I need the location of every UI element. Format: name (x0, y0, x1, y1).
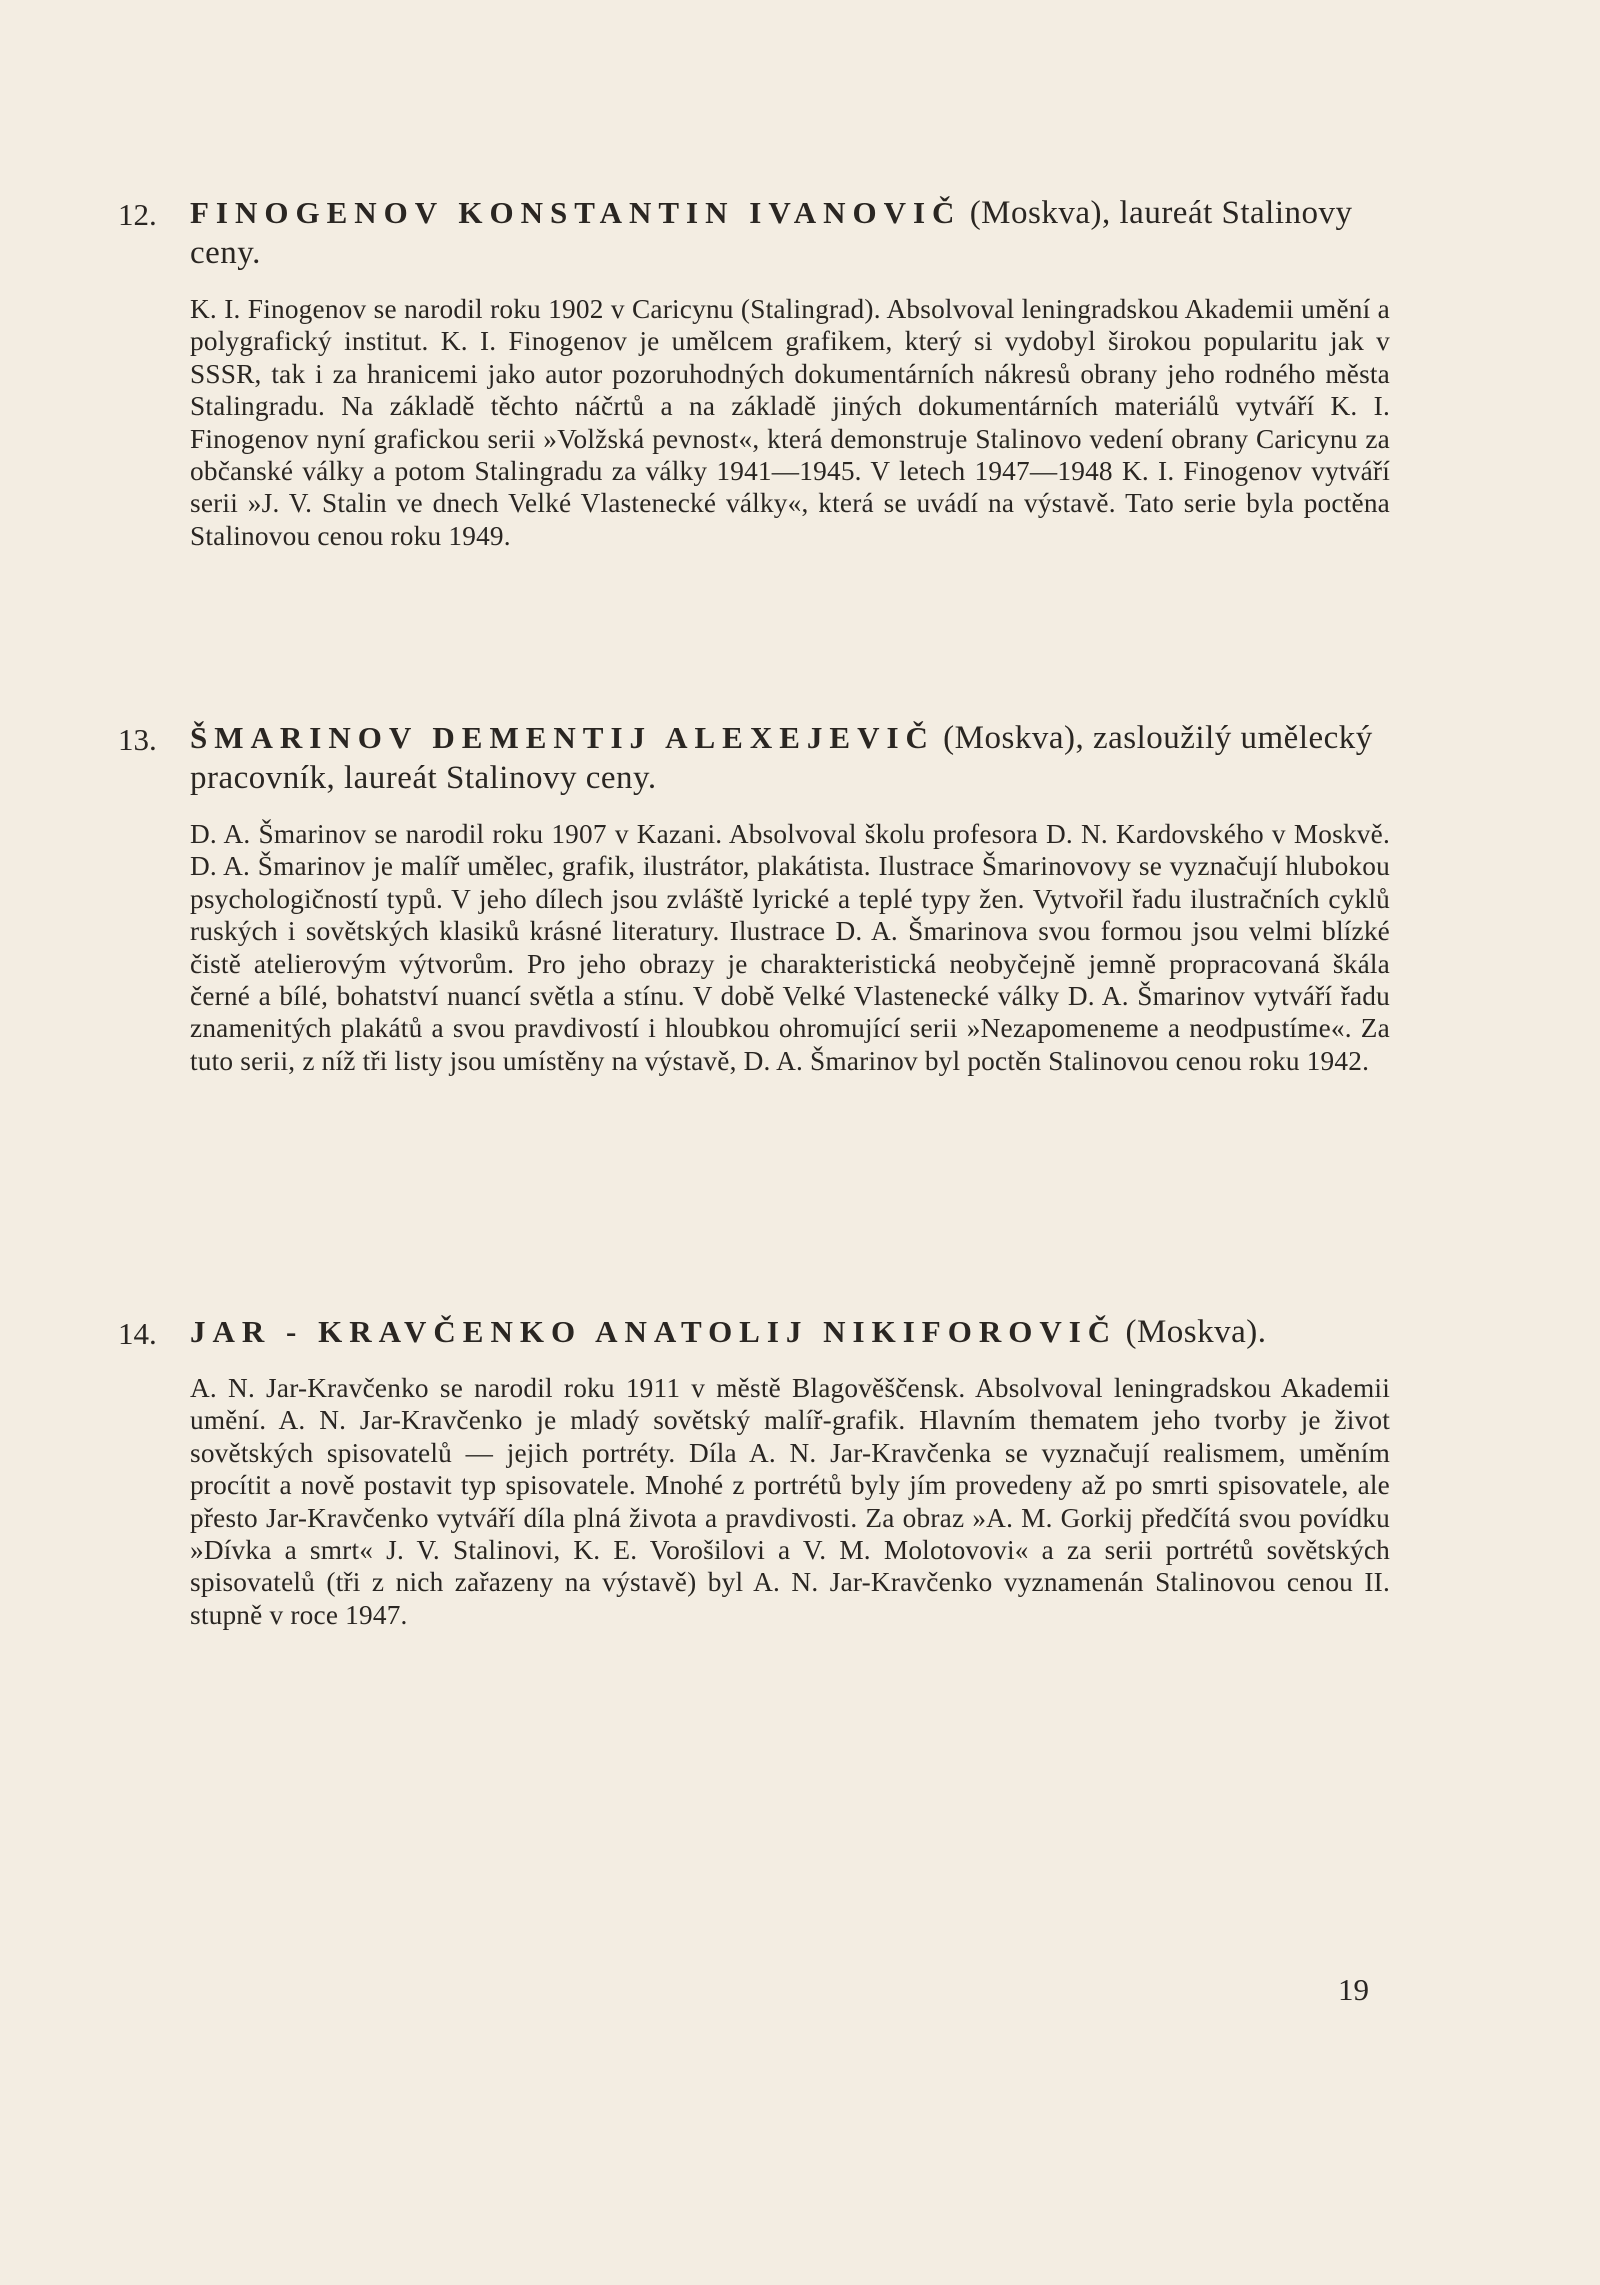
entry-text: K. I. Finogenov se narodil roku 1902 v Caricynu (Stalingrad). Absolvoval leningradskou Akademii umění a polygrafický institut. K. I. Finogenov je umělcem grafikem, který si vydobyl širokou popularitu jak v SSSR, tak i za hranicemi jako autor pozoruhodných dokumentárních nákresů obrany jeho rodného města Stalingradu. Na základě těchto náčrtů a na základě jiných dokumentárních materiálů vytváří K. I. Finogenov nyní grafickou serii »Volžská pevnost«, která demonstruje Stalinovo vedení obrany Caricynu za občanské války a potom Stalingradu za války 1941—1945. V letech 1947—1948 K. I. Finogenov vytváří serii »J. V. Stalin ve dnech Velké Vlastenecké války«, která se uvádí na výstavě. Tato serie byla poctěna Stalinovou cenou roku 1949. (190, 294, 1390, 551)
entry-text: D. A. Šmarinov se narodil roku 1907 v Kazani. Absolvoval školu profesora D. N. Kardovského v Moskvě. D. A. Šmarinov je malíř umělec, grafik, ilustrátor, plakátista. Ilustrace Šmarinovovy se vyznačují hlubokou psychologičností typů. V jeho dílech jsou zvláště lyrické a teplé typy žen. Vytvořil řadu ilustračních cyklů ruských i sovětských klasiků krásné literatury. Ilustrace D. A. Šmarinova svou formou jsou velmi blízké čistě atelierovým výtvorům. Pro jeho obrazy je charakteristická neobyčejně jemně propracovaná škála černé a bílé, bohatství nuancí světla a stínu. V době Velké Vlastenecké války D. A. Šmarinov vytváří řadu znamenitých plakátů a svou pravdivostí i hloubkou ohromující serii »Nezapomeneme a neodpustíme«. Za tuto serii, z níž tři listy jsou umístěny na výstavě, D. A. Šmarinov byl poctěn Stalinovou cenou roku 1942. (190, 819, 1390, 1076)
artist-subtitle: (Moskva), laureát Stalinovy ceny. (190, 195, 1353, 271)
entry-12 (118, 193, 1390, 552)
entry-heading (190, 193, 1390, 273)
page-number: 19 (1338, 1972, 1369, 2007)
entry-text: A. N. Jar-Kravčenko se narodil roku 1911 v městě Blagověščensk. Absolvoval leningradskou Akademii umění. A. N. Jar-Kravčenko je mladý sovětský malíř-grafik. Hlavním thematem jeho tvorby je život sovětských spisovatelů — jejich portréty. Díla A. N. Jar-Kravčenka se vyznačují realismem, uměním procítit a nově postavit typ spisovatele. Mnohé z portrétů byly jím provedeny až po smrti spisovatele, ale přesto Jar-Kravčenko vytváří díla plná života a pravdivosti. Za obraz »A. M. Gorkij předčítá svou povídku »Dívka a smrt« J. V. Stalinovi, K. E. Vorošilovi a V. M. Molotovovi« a za serii portrétů sovětských spisovatelů (tři z nich zařazeny na výstavě) byl A. N. Jar-Kravčenko vyznamenán Stalinovou cenou II. stupně v roce 1947. (190, 1373, 1390, 1630)
artist-name: ŠMARINOV DEMENTIJ ALEXEJEVIČ (190, 720, 935, 755)
artist-name: FINOGENOV KONSTANTIN IVANOVIČ (190, 195, 962, 230)
entry-heading (190, 718, 1390, 798)
entry-number: 13. (118, 722, 157, 757)
artist-subtitle: (Moskva), zasloužilý umělecký pracovník, laureát Stalinovy ceny. (190, 720, 1373, 796)
entry-13 (118, 718, 1390, 1077)
entry-number: 14. (118, 1316, 157, 1351)
entry-heading (190, 1312, 1390, 1352)
entry-number: 12. (118, 197, 157, 232)
artist-name: JAR - KRAVČENKO ANATOLIJ NIKIFOROVIČ (190, 1314, 1118, 1349)
entry-14 (118, 1312, 1390, 1631)
artist-subtitle: (Moskva). (1125, 1314, 1267, 1350)
